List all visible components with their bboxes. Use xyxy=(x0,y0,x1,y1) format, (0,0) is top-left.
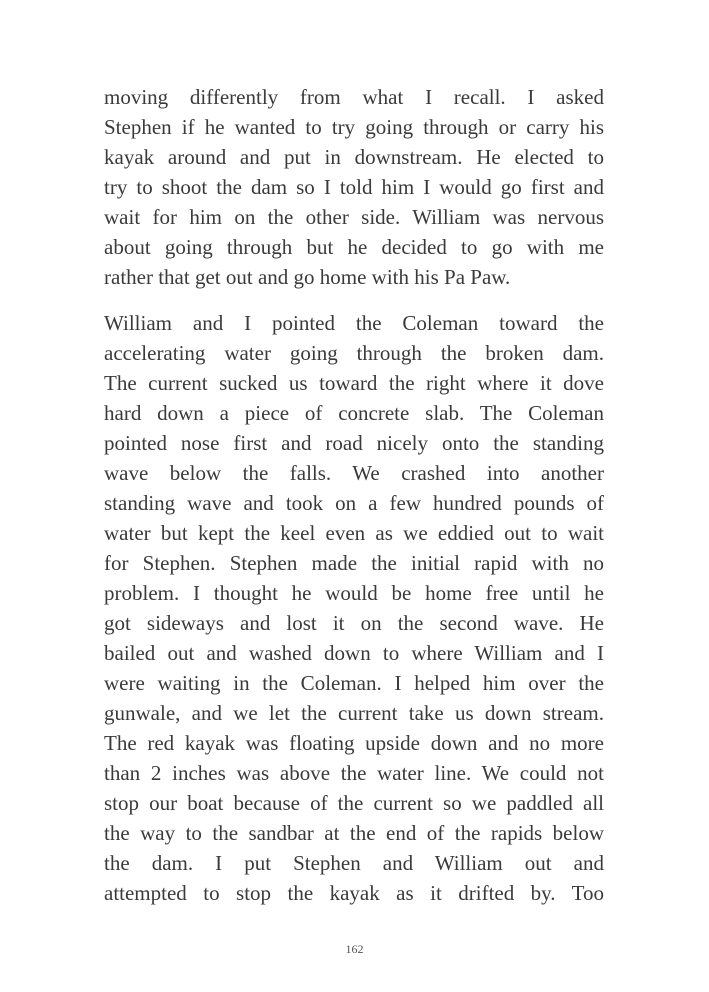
text-line: got sideways and lost it on the second wave. He xyxy=(104,611,604,635)
text-line: The current sucked us toward the right where it dove xyxy=(104,371,604,395)
text-line: accelerating water going through the broken dam. xyxy=(104,341,604,365)
text-line: attempted to stop the kayak as it drifted by. Too xyxy=(104,881,604,905)
text-line: wait for him on the other side. William was nervous xyxy=(104,205,604,229)
text-line: kayak around and put in downstream. He elected to xyxy=(104,145,604,169)
text-line: about going through but he decided to go with me xyxy=(104,235,604,259)
text-line: water but kept the keel even as we eddied out to wait xyxy=(104,521,604,545)
text-line: Stephen if he wanted to try going through or carry his xyxy=(104,115,604,139)
text-line: stop our boat because of the current so we paddled all xyxy=(104,791,604,815)
text-line: problem. I thought he would be home free until he xyxy=(104,581,604,605)
text-line: wave below the falls. We crashed into another xyxy=(104,461,604,485)
text-line: standing wave and took on a few hundred pounds of xyxy=(104,491,604,515)
text-line: William and I pointed the Coleman toward the xyxy=(104,311,604,335)
text-line: pointed nose first and road nicely onto the standing xyxy=(104,431,604,455)
text-line: the way to the sandbar at the end of the rapids below xyxy=(104,821,604,845)
text-line: gunwale, and we let the current take us down stream. xyxy=(104,701,604,725)
text-line: bailed out and washed down to where William and I xyxy=(104,641,604,665)
text-line: were waiting in the Coleman. I helped him over the xyxy=(104,671,604,695)
text-line: moving differently from what I recall. I asked xyxy=(104,85,604,109)
text-line: hard down a piece of concrete slab. The Coleman xyxy=(104,401,604,425)
text-line: the dam. I put Stephen and William out and xyxy=(104,851,604,875)
text-line: rather that get out and go home with his Pa Paw. xyxy=(104,265,511,289)
text-line: than 2 inches was above the water line. We could not xyxy=(104,761,604,785)
text-line: for Stephen. Stephen made the initial rapid with no xyxy=(104,551,604,575)
page-number: 162 xyxy=(345,942,364,956)
text-line: try to shoot the dam so I told him I would go first and xyxy=(104,175,604,199)
paragraph-1 xyxy=(104,82,604,292)
paragraph-2 xyxy=(104,308,604,908)
text-line: The red kayak was floating upside down and no more xyxy=(104,731,604,755)
